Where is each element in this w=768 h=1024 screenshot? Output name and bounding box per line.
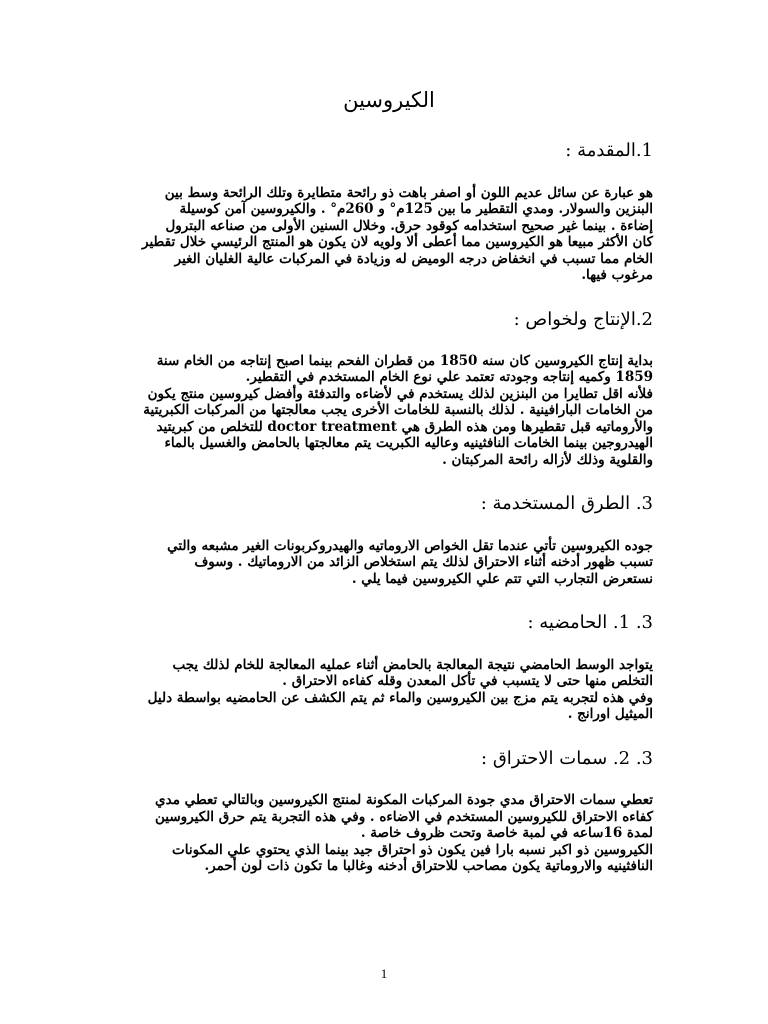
- text-line: الخام مما تسبب في انخفاض درجه الوميض له وزيادة في المركبات عالية الغليان الغير: [174, 250, 653, 267]
- section-body-combustion: [125, 792, 653, 875]
- section-heading-acidity: 3. 1. الحامضيه :: [527, 612, 653, 634]
- section-heading-combustion: 3. 2. سمات الاحتراق :: [481, 747, 653, 769]
- text-line: التخلص منها حتى لا يتسبب في تأكل المعدن وقله كفاءه الاحتراق .: [282, 673, 653, 690]
- text-line: تسبب ظهور أدخنه أثناء الاحتراق لذلك يتم استخلاص الزائد من الاروماتيك . وسوف: [194, 554, 653, 571]
- text-line: تعطي سمات الاحتراق مدي جودة المركبات المكونة لمنتج الكيروسين وبالتالي تعطي مدي: [155, 792, 653, 809]
- text-line: هو عبارة عن سائل عديم اللون أو اصفر باهت ذو رائحة متطايرة وتلك الرائحة وسط بين: [164, 184, 653, 201]
- document-title: الكيروسين: [343, 88, 435, 112]
- text-line: مرغوب فيها.: [581, 267, 653, 284]
- text-line: الميثيل اورانج .: [567, 706, 653, 723]
- text-line: والقلوية وذلك لأزاله رائحة المركبتان .: [442, 451, 653, 468]
- text-line: نستعرض التجارب التي تتم علي الكيروسين فيما يلي .: [351, 570, 653, 587]
- text-line: الكيروسين ذو اكبر نسبه بارا فين يكون ذو احتراق جيد بينما الذي يحتوي علي المكونات: [172, 841, 653, 858]
- text-line: من الخامات البارافينية . لذلك بالنسبة للخامات الأخرى يجب معالجتها من المركبات الكبريتية: [143, 402, 653, 419]
- text-line: إضاءة . بينما غير صحيح استخدامه كوقود حرق. وخلال السنين الأولى من صناعه البترول: [165, 217, 653, 234]
- text-line: والأروماتيه قبل تقطيرها ومن هذه الطرق هي doctor treatment للتخلص من كبريتيد: [156, 418, 653, 435]
- section-heading-production: 2.الإنتاج ولخواص :: [513, 308, 653, 330]
- text-line: كان الأكثر مبيعا هو الكيروسين مما أعطى ألا ولويه لان يكون هو المنتج الرئيسي خلال تقطير: [142, 234, 653, 251]
- text-line: كفاءه الاحتراق للكيروسين المستخدم في الاضاءه . وفي هذه التجربة يتم حرق الكيروسين: [155, 808, 653, 825]
- text-line: الهيدروجين بينما الخامات النافثينيه وعاليه الكبريت يتم معالجتها بالحامض والغسيل بالماء: [164, 435, 653, 452]
- text-line: فلأنه اقل تطايرا من البنزين لذلك يستخدم في لأضاءه والتدفئة وأفضل كيروسين منتج يكون: [147, 385, 653, 402]
- section-body-production: [125, 353, 653, 469]
- section-body-acidity: [125, 657, 653, 723]
- text-line: جوده الكيروسين تأتي عندما تقل الخواص الاروماتيه والهيدروكربونات الغير مشبعه والتي: [167, 537, 653, 554]
- section-body-introduction: [125, 185, 653, 284]
- text-line: النافثينيه والاروماتية يكون مصاحب للاحتراق أدخنه وغالبا ما تكون ذات لون أحمر.: [204, 858, 653, 875]
- section-heading-introduction: 1.المقدمة :: [565, 140, 653, 162]
- text-line: البنزين والسولار. ومدي التقطير ما بين 125م° و 260م° . والكيروسين آمن كوسيلة: [179, 201, 653, 218]
- section-body-methods: [125, 538, 653, 588]
- text-line: يتواجد الوسط الحامضي نتيجة المعالجة بالحامض أثناء عمليه المعالجة للخام لذلك يجب: [172, 656, 653, 673]
- text-line: لمدة 16ساعه في لمبة خاصة وتحت ظروف خاصة .: [360, 825, 653, 842]
- page-number: 1: [380, 966, 388, 981]
- text-line: وفي هذه لتجربه يتم مزج بين الكيروسين والماء ثم يتم الكشف عن الحامضيه بواسطة دليل: [147, 689, 653, 706]
- section-heading-methods: 3. الطرق المستخدمة :: [480, 493, 653, 515]
- text-line: بداية إنتاج الكيروسين كان سنه 1850 من قطران الفحم بينما اصبح إنتاجه من الخام سنة: [156, 352, 653, 369]
- text-line: 1859 وكميه إنتاجه وجودته تعتمد علي نوع الخام المستخدم في التقطير.: [245, 369, 653, 386]
